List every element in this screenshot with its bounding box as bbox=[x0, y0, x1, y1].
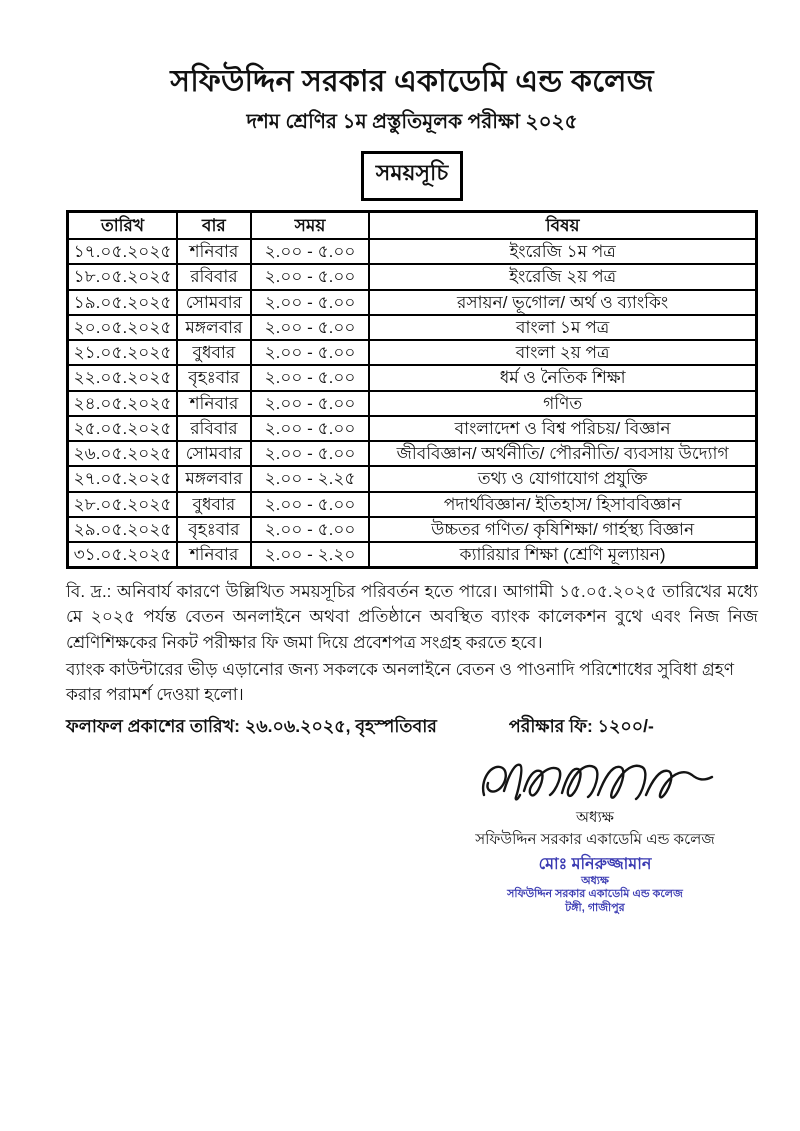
cell-date: ১৮.০৫.২০২৫ bbox=[68, 264, 178, 289]
cell-day: বৃহঃবার bbox=[177, 365, 251, 390]
exam-schedule-table bbox=[66, 210, 758, 569]
cell-day: রবিবার bbox=[177, 416, 251, 441]
cell-date: ২৯.০৫.২০২৫ bbox=[68, 517, 178, 542]
table-row bbox=[68, 466, 757, 491]
cell-subject: বাংলা ২য় পত্র bbox=[369, 340, 756, 365]
cell-subject: ইংরেজি ১ম পত্র bbox=[369, 239, 756, 264]
cell-date: ২৬.০৫.২০২৫ bbox=[68, 441, 178, 466]
result-publish-date: ফলাফল প্রকাশের তারিখ: ২৬.০৬.২০২৫, বৃহস্পতিবার bbox=[66, 716, 437, 737]
table-row bbox=[68, 239, 757, 264]
table-row bbox=[68, 492, 757, 517]
cell-time: ২.০০ - ৫.০০ bbox=[251, 239, 370, 264]
cell-time: ২.০০ - ৫.০০ bbox=[251, 365, 370, 390]
schedule-label: সময়সূচি bbox=[361, 151, 463, 201]
cell-time: ২.০০ - ৫.০০ bbox=[251, 391, 370, 416]
cell-date: ৩১.০৫.২০২৫ bbox=[68, 542, 178, 568]
cell-date: ২৭.০৫.২০২৫ bbox=[68, 466, 178, 491]
table-row bbox=[68, 391, 757, 416]
cell-subject: ক্যারিয়ার শিক্ষা (শ্রেণি মূল্যায়ন) bbox=[369, 542, 756, 568]
cell-date: ২৪.০৫.২০২৫ bbox=[68, 391, 178, 416]
page-title: সফিউদ্দিন সরকার একাডেমি এন্ড কলেজ bbox=[170, 65, 654, 98]
table-row bbox=[68, 264, 757, 289]
signature-area bbox=[66, 751, 758, 916]
notes-section bbox=[66, 579, 758, 707]
cell-time: ২.০০ - ৫.০০ bbox=[251, 340, 370, 365]
cell-date: ২০.০৫.২০২৫ bbox=[68, 315, 178, 340]
column-header: বার bbox=[177, 212, 251, 240]
cell-day: শনিবার bbox=[177, 542, 251, 568]
cell-day: বৃহঃবার bbox=[177, 517, 251, 542]
table-row bbox=[68, 517, 757, 542]
result-fee-row bbox=[66, 714, 758, 743]
cell-time: ২.০০ - ২.২৫ bbox=[251, 466, 370, 491]
cell-date: ২৮.০৫.২০২৫ bbox=[68, 492, 178, 517]
column-header: সময় bbox=[251, 212, 370, 240]
exam-fee: পরীক্ষার ফি: ১২০০/- bbox=[508, 716, 654, 737]
cell-day: রবিবার bbox=[177, 264, 251, 289]
cell-time: ২.০০ - ৫.০০ bbox=[251, 416, 370, 441]
cell-subject: গণিত bbox=[369, 391, 756, 416]
table-row bbox=[68, 290, 757, 315]
cell-time: ২.০০ - ২.২০ bbox=[251, 542, 370, 568]
cell-day: সোমবার bbox=[177, 441, 251, 466]
signature-block bbox=[440, 751, 750, 916]
cell-day: বুধবার bbox=[177, 340, 251, 365]
stamp-designation: অধ্যক্ষ bbox=[581, 874, 609, 887]
office-stamp bbox=[440, 855, 750, 916]
column-header: তারিখ bbox=[68, 212, 178, 240]
principal-signature-icon bbox=[470, 751, 720, 815]
cell-day: শনিবার bbox=[177, 391, 251, 416]
table-row bbox=[68, 340, 757, 365]
table-row bbox=[68, 441, 757, 466]
table-row bbox=[68, 416, 757, 441]
cell-subject: ইংরেজি ২য় পত্র bbox=[369, 264, 756, 289]
cell-date: ২১.০৫.২০২৫ bbox=[68, 340, 178, 365]
note-bank-counter: ব্যাংক কাউন্টারের ভীড় এড়ানোর জন্য সকলকে অনলাইনে বেতন ও পাওনাদি পরিশোধের সুবিধা গ্রহণ করার পরামর্শ দেওয়া হলো। bbox=[66, 659, 734, 704]
stamp-principal-name: মোঃ মনিরুজ্জামান bbox=[538, 855, 652, 873]
cell-time: ২.০০ - ৫.০০ bbox=[251, 315, 370, 340]
cell-time: ২.০০ - ৫.০০ bbox=[251, 264, 370, 289]
cell-date: ২২.০৫.২০২৫ bbox=[68, 365, 178, 390]
cell-time: ২.০০ - ৫.০০ bbox=[251, 441, 370, 466]
cell-day: মঙ্গলবার bbox=[177, 315, 251, 340]
table-row bbox=[68, 365, 757, 390]
cell-subject: উচ্চতর গণিত/ কৃষিশিক্ষা/ গার্হস্থ্য বিজ্ঞান bbox=[369, 517, 756, 542]
cell-day: শনিবার bbox=[177, 239, 251, 264]
stamp-location: টঙ্গী, গাজীপুর bbox=[565, 902, 625, 915]
note-important: বি. দ্র.: অনিবার্য কারণে উল্লিখিত সময়সূচির পরিবর্তন হতে পারে। আগামী ১৫.০৫.২০২৫ তারিখের মধ্যে মে ২০২৫ পর্যন্ত বেতন অনলাইনে অথবা প্রতিষ্ঠানে অবস্থিত ব্যাংক কালেকশন বুথে এবং নিজ নিজ শ্রেণিশিক্ষকের নিকট পরীক্ষার ফি জমা দিয়ে প্রবেশপত্র সংগ্রহ করতে হবে। bbox=[66, 582, 758, 652]
schedule-label-wrap bbox=[66, 151, 758, 201]
signatory-designation: অধ্যক্ষ bbox=[576, 809, 614, 827]
cell-date: ১৭.০৫.২০২৫ bbox=[68, 239, 178, 264]
cell-time: ২.০০ - ৫.০০ bbox=[251, 492, 370, 517]
cell-day: মঙ্গলবার bbox=[177, 466, 251, 491]
signatory-organization: সফিউদ্দিন সরকার একাডেমি এন্ড কলেজ bbox=[475, 831, 715, 849]
cell-time: ২.০০ - ৫.০০ bbox=[251, 517, 370, 542]
table-row bbox=[68, 542, 757, 568]
table-row bbox=[68, 315, 757, 340]
table-header-row bbox=[68, 212, 757, 240]
cell-subject: বাংলা ১ম পত্র bbox=[369, 315, 756, 340]
cell-date: ১৯.০৫.২০২৫ bbox=[68, 290, 178, 315]
exam-subtitle: দশম শ্রেণির ১ম প্রস্তুতিমূলক পরীক্ষা ২০২৫ bbox=[246, 111, 578, 133]
cell-subject: বাংলাদেশ ও বিশ্ব পরিচয়/ বিজ্ঞান bbox=[369, 416, 756, 441]
cell-subject: তথ্য ও যোগাযোগ প্রযুক্তি bbox=[369, 466, 756, 491]
cell-subject: পদার্থবিজ্ঞান/ ইতিহাস/ হিসাববিজ্ঞান bbox=[369, 492, 756, 517]
cell-day: সোমবার bbox=[177, 290, 251, 315]
cell-date: ২৫.০৫.২০২৫ bbox=[68, 416, 178, 441]
cell-day: বুধবার bbox=[177, 492, 251, 517]
cell-subject: রসায়ন/ ভূগোল/ অর্থ ও ব্যাংকিং bbox=[369, 290, 756, 315]
cell-subject: জীববিজ্ঞান/ অর্থনীতি/ পৌরনীতি/ ব্যবসায় উদ্যোগ bbox=[369, 441, 756, 466]
column-header: বিষয় bbox=[369, 212, 756, 240]
stamp-organization: সফিউদ্দিন সরকার একাডেমি এন্ড কলেজ bbox=[507, 888, 683, 901]
cell-subject: ধর্ম ও নৈতিক শিক্ষা bbox=[369, 365, 756, 390]
cell-time: ২.০০ - ৫.০০ bbox=[251, 290, 370, 315]
